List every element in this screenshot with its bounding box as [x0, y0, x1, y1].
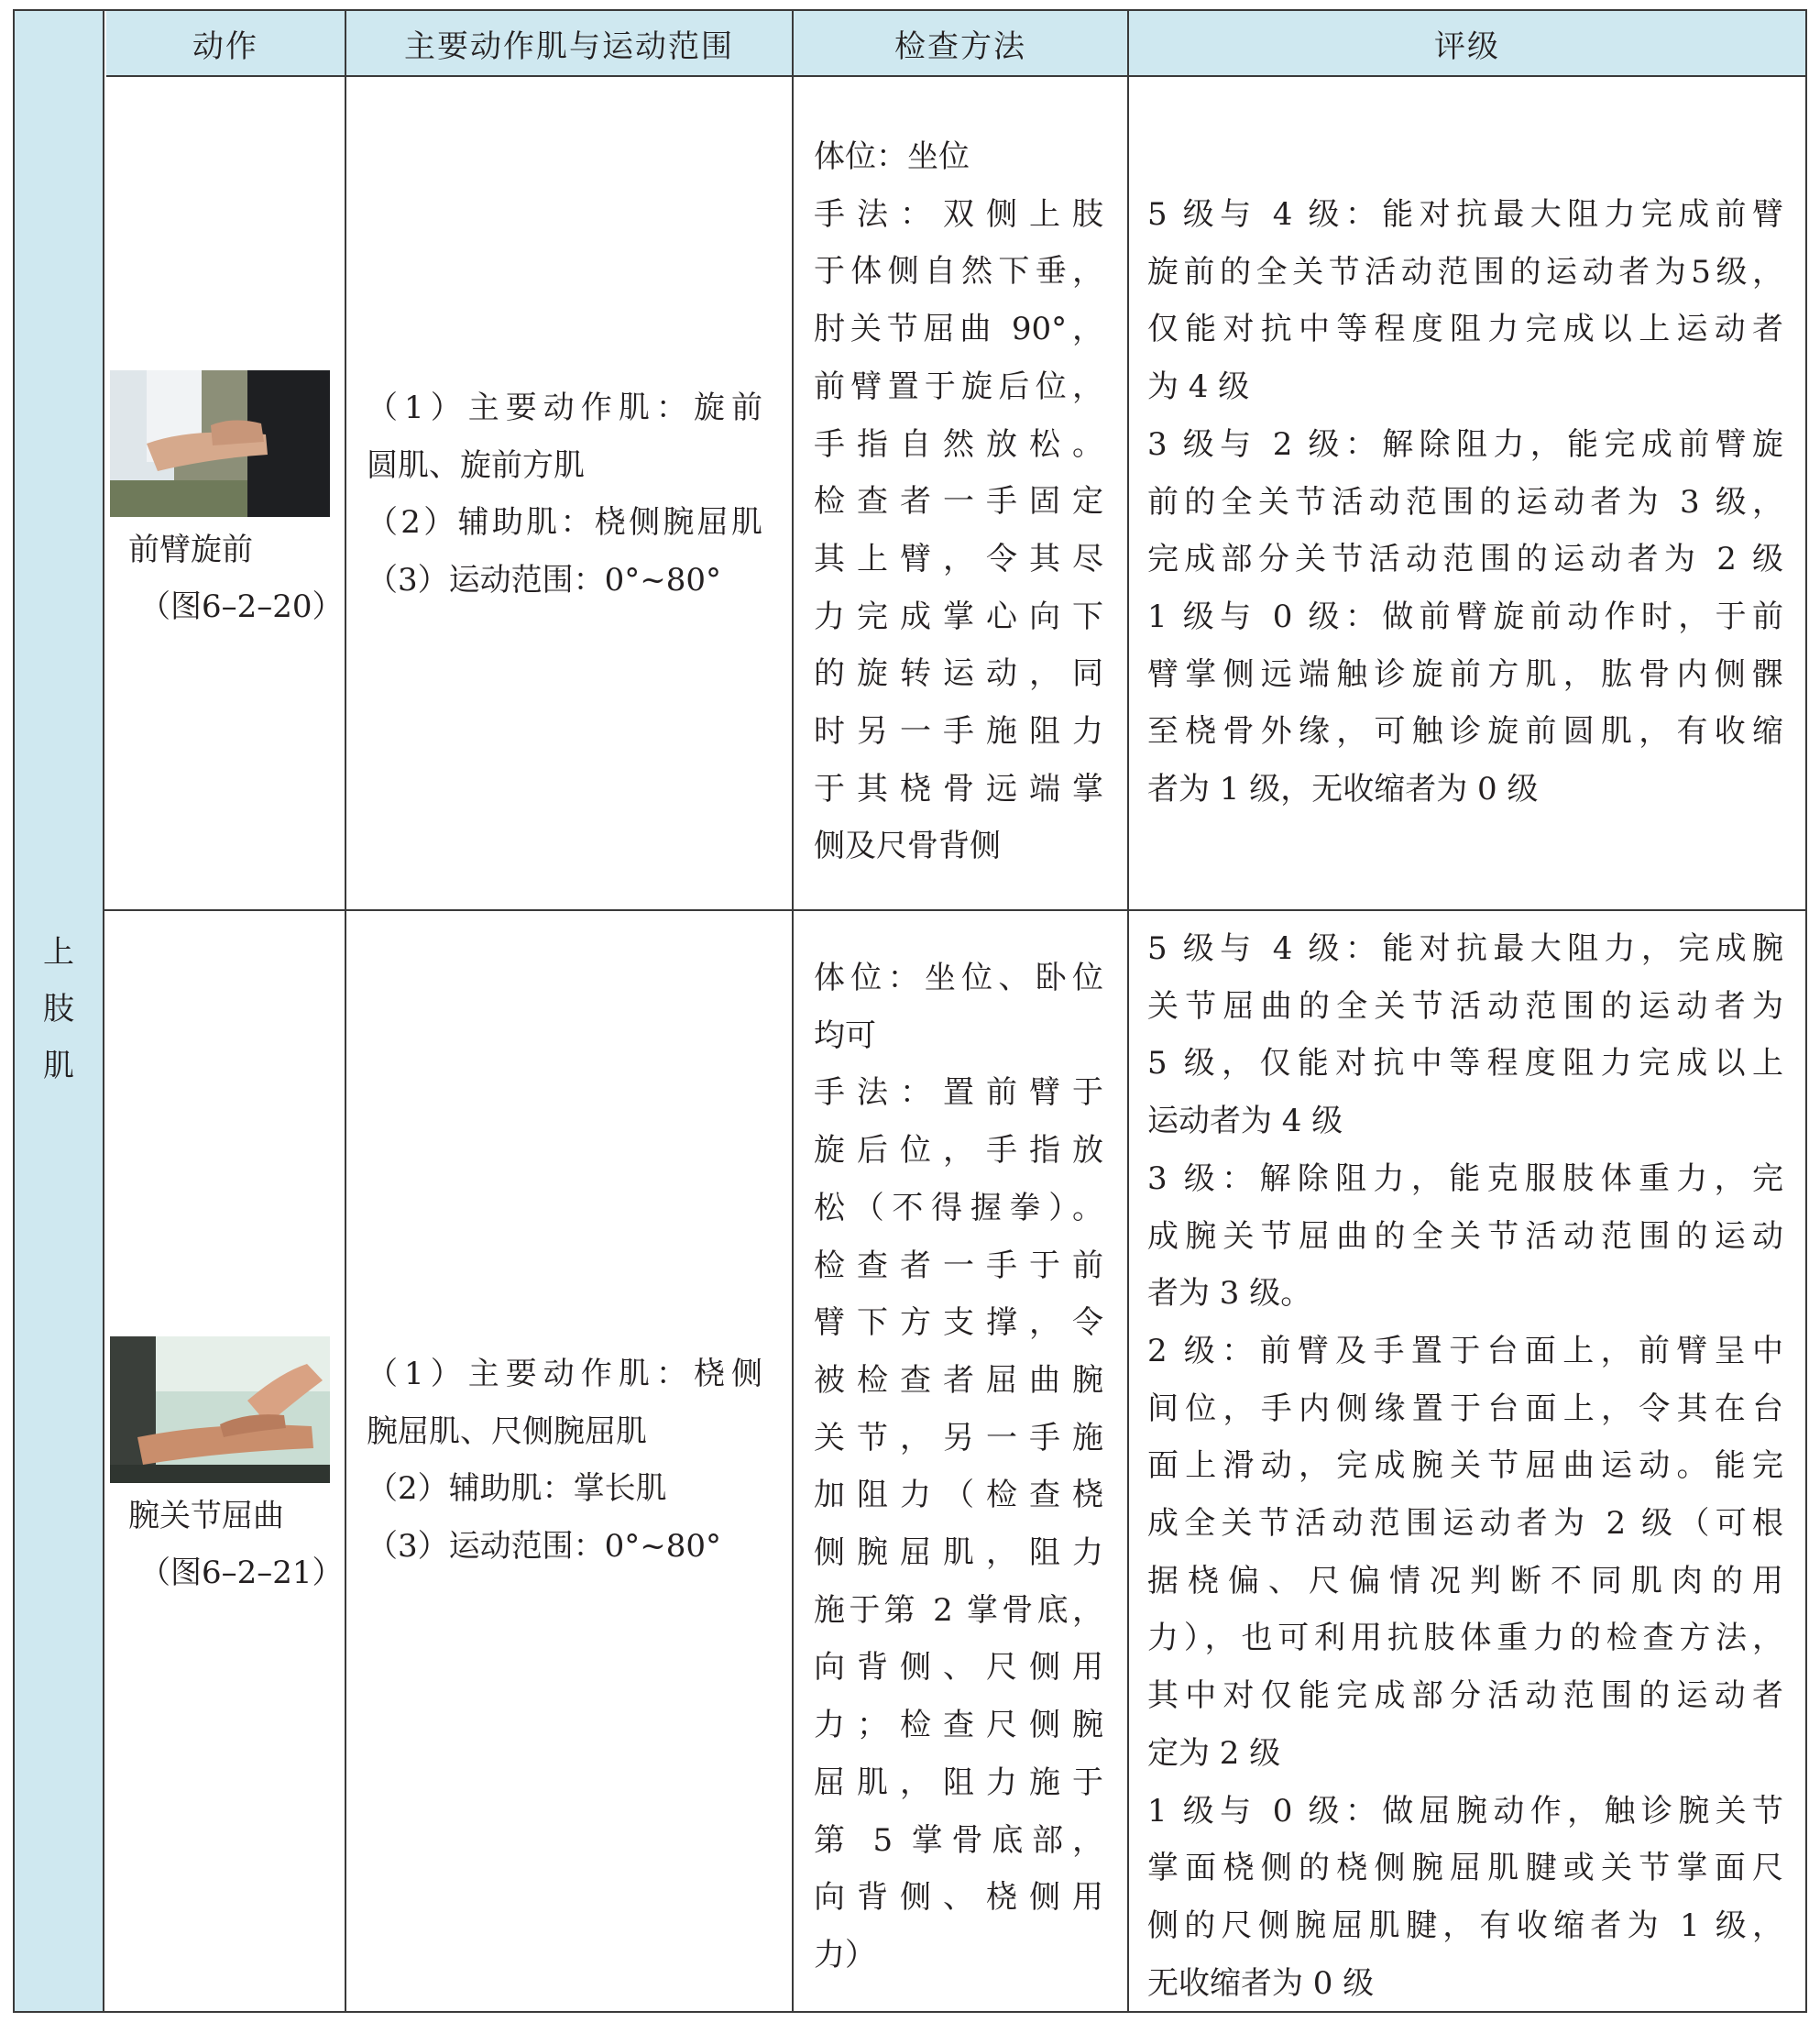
method-line: 施于第 2 掌骨底，	[814, 1591, 1103, 1629]
grading-line: 前的全关节活动范围的运动者为 3 级，	[1147, 483, 1783, 521]
grading-line: 3 级：解除阻力，能克服肢体重力，完	[1147, 1159, 1783, 1197]
grading-line: 侧的尺侧腕屈肌腱，有收缩者为 1 级，	[1147, 1907, 1783, 1944]
grading-line: 运动者为 4 级	[1147, 1103, 1343, 1140]
grading-line: 3 级与 2 级：解除阻力，能完成前臂旋	[1147, 425, 1783, 463]
grading-line: 为 4 级	[1147, 368, 1250, 406]
header-action: 动作	[106, 11, 345, 77]
grading-line: 完成部分关节活动范围的运动者为 2 级	[1147, 541, 1783, 578]
method-line: 均可	[814, 1016, 876, 1054]
method-line: 侧腕屈肌，阻力	[814, 1534, 1103, 1572]
grading-cell	[1147, 920, 1783, 2012]
grading-line: 成腕关节屈曲的全关节活动范围的运动	[1147, 1217, 1783, 1255]
category-sidebar	[15, 11, 104, 2011]
action-caption	[110, 522, 344, 635]
grading-line: 2 级：前臂及手置于台面上，前臂呈中	[1147, 1332, 1783, 1369]
method-line: 向背侧、尺侧用	[814, 1649, 1103, 1687]
method-line: 关节，另一手施	[814, 1419, 1103, 1456]
column-divider	[1127, 11, 1129, 2011]
muscles-line: （1）主要动作肌：旋前	[367, 390, 762, 426]
method-line: 体位：坐位	[814, 138, 970, 175]
header-muscles: 主要动作肌与运动范围	[346, 11, 792, 77]
method-line: 被检查者屈曲腕	[814, 1361, 1103, 1399]
method-line: 旋后位，手指放	[814, 1132, 1103, 1170]
grading-line: 力），也可利用抗肢体重力的检查方法，	[1147, 1620, 1783, 1657]
grading-line: 至桡骨外缘，可触诊旋前圆肌，有收缩	[1147, 713, 1783, 751]
grading-line: 者为 3 级。	[1147, 1275, 1312, 1313]
column-divider	[792, 11, 794, 2011]
method-line: 力）	[814, 1936, 876, 1973]
method-line: 于其桡骨远端掌	[814, 770, 1103, 808]
method-cell	[814, 128, 1103, 875]
grading-line: 关节屈曲的全关节活动范围的运动者为	[1147, 987, 1783, 1025]
method-line: 侧及尺骨背侧	[814, 828, 1001, 865]
grading-line: 臂掌侧远端触诊旋前方肌，肱骨内侧髁	[1147, 655, 1783, 693]
figure-ref: （图6–2–21）	[139, 1555, 344, 1591]
muscles-cell	[367, 1346, 762, 1576]
method-line: 松（不得握拳）。	[814, 1189, 1103, 1226]
method-line: 检查者一手固定	[814, 483, 1103, 521]
category-label	[15, 924, 103, 1094]
grading-line: 掌面桡侧的桡侧腕屈肌腱或关节掌面尺	[1147, 1850, 1783, 1887]
action-name: 腕关节屈曲	[128, 1498, 284, 1534]
method-line: 检查者一手于前	[814, 1247, 1103, 1284]
method-line: 加阻力（检查桡	[814, 1477, 1103, 1514]
method-line: 屈肌，阻力施于	[814, 1764, 1103, 1801]
method-line: 体位：坐位、卧位	[814, 960, 1103, 996]
forearm-pronation-photo	[110, 370, 330, 517]
grading-line: 仅能对抗中等程度阻力完成以上运动者	[1147, 311, 1783, 348]
method-line: 前臂置于旋后位，	[814, 368, 1103, 405]
grading-line: 旋前的全关节活动范围的运动者为5级，	[1147, 253, 1783, 291]
method-line: 时另一手施阻力	[814, 713, 1103, 751]
muscles-line: （2）辅助肌：桡侧腕屈肌	[367, 504, 762, 542]
method-line: 的旋转运动，同	[814, 655, 1103, 693]
muscles-line: 腕屈肌、尺侧腕屈肌	[367, 1412, 647, 1450]
grading-line: 面上滑动，完成腕关节屈曲运动。能完	[1147, 1447, 1783, 1485]
grading-line: 5 级与 4 级：能对抗最大阻力，完成腕	[1147, 930, 1783, 967]
category-char: 上	[43, 934, 74, 971]
method-line: 力完成掌心向下	[814, 598, 1103, 635]
muscles-line: （2）辅助肌：掌长肌	[367, 1470, 667, 1508]
figure-ref: （图6–2–20）	[139, 588, 344, 625]
header-grading: 评级	[1129, 11, 1805, 77]
grading-line: 其中对仅能完成部分活动范围的运动者	[1147, 1677, 1783, 1715]
wrist-flexion-photo	[110, 1336, 330, 1483]
header-method: 检查方法	[794, 11, 1127, 77]
muscles-line: （3）运动范围：0°~80°	[367, 562, 722, 599]
row-divider	[104, 909, 1805, 911]
method-line: 于体侧自然下垂，	[814, 253, 1103, 291]
method-line: 臂下方支撑，令	[814, 1304, 1103, 1342]
action-name: 前臂旋前	[128, 532, 253, 568]
method-line: 第 5 掌骨底部，	[814, 1821, 1103, 1859]
method-line: 手指自然放松。	[814, 425, 1103, 463]
muscles-line: （3）运动范围：0°~80°	[367, 1528, 722, 1566]
grading-line: 1 级与 0 级：做前臂旋前动作时，于前	[1147, 598, 1783, 635]
muscles-cell	[367, 379, 762, 610]
method-line: 肘关节屈曲 90°，	[814, 311, 1103, 348]
action-caption	[110, 1488, 344, 1601]
column-divider	[345, 11, 346, 2011]
grading-line: 据桡偏、尺偏情况判断不同肌肉的用	[1147, 1562, 1783, 1599]
method-line: 手法：置前臂于	[814, 1074, 1103, 1112]
grading-line: 无收缩者为 0 级	[1147, 1964, 1375, 2002]
muscles-line: （1）主要动作肌：桡侧	[367, 1356, 762, 1392]
grading-cell	[1147, 186, 1783, 819]
grading-line: 者为 1 级，无收缩者为 0 级	[1147, 771, 1539, 808]
method-line: 向背侧、桡侧用	[814, 1879, 1103, 1917]
method-cell	[814, 950, 1103, 1984]
category-char: 肌	[43, 1048, 74, 1084]
muscle-test-table	[13, 9, 1807, 2013]
grading-line: 5 级与 4 级：能对抗最大阻力完成前臂	[1147, 196, 1783, 233]
grading-line: 5 级，仅能对抗中等程度阻力完成以上	[1147, 1045, 1783, 1082]
muscles-line: 圆肌、旋前方肌	[367, 446, 585, 484]
grading-line: 成全关节活动范围运动者为 2 级（可根	[1147, 1505, 1783, 1543]
method-line: 其上臂，令其尽	[814, 540, 1103, 577]
category-char: 肢	[43, 991, 74, 1027]
grading-line: 间位，手内侧缘置于台面上，令其在台	[1147, 1390, 1783, 1427]
method-line: 手法：双侧上肢	[814, 195, 1103, 233]
method-line: 力；检查尺侧腕	[814, 1707, 1103, 1744]
grading-line: 1 级与 0 级：做屈腕动作，触诊腕关节	[1147, 1792, 1783, 1830]
grading-line: 定为 2 级	[1147, 1734, 1281, 1772]
